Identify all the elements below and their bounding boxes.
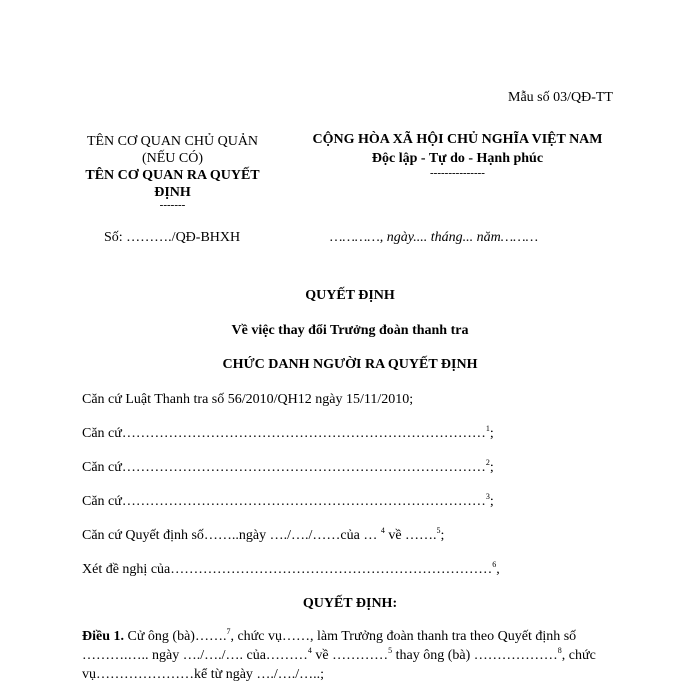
- proposal-line: Xét đề nghị của……………………………………………………………$^6$,: [82, 560, 500, 577]
- right-divider: ---------------: [430, 167, 485, 179]
- decides-heading: QUYẾT ĐỊNH:: [302, 596, 398, 611]
- national-motto: Độc lập - Tự do - Hạnh phúc: [371, 151, 544, 166]
- issuing-agency-name: TÊN CƠ QUAN RA QUYẾT: [85, 168, 260, 183]
- article-1-label: Điều 1.: [82, 629, 124, 644]
- basis-line: Căn cứ Luật Thanh tra số 56/2010/QH12 ngày 15/11/2010;: [82, 392, 414, 407]
- parent-agency-note: (NẾU CÓ): [141, 151, 204, 166]
- article-1: Điều 1. Cử ông (bà)…….$^7$, chức vụ……, làm Trưởng đoàn thanh tra theo Quyết định số ……….….. ngày …./…./…. của………$^4$ về …………$^5$ thay ông (bà) ………………$^8$, chức vụ…………………kể từ ngày …./…./…..;: [82, 627, 596, 682]
- issuing-agency-name-cont: ĐỊNH: [154, 185, 191, 200]
- document-subject: Về việc thay đổi Trưởng đoàn thanh tra: [231, 323, 469, 338]
- basis-line: Căn cứ……………………………………………………………………$^1$;: [82, 424, 494, 441]
- left-divider: -------: [159, 199, 186, 211]
- parent-agency-name: TÊN CƠ QUAN CHỦ QUẢN: [86, 134, 259, 149]
- authority-title: CHỨC DANH NGƯỜI RA QUYẾT ĐỊNH: [222, 357, 478, 372]
- document-number: Số: ………./QĐ-BHXH: [104, 230, 241, 245]
- basis-line: Căn cứ Quyết định số……..ngày …./…./……của … $^4$ về …….$^5$;: [82, 526, 445, 543]
- basis-line: Căn cứ……………………………………………………………………$^2$;: [82, 458, 494, 475]
- basis-line: Căn cứ……………………………………………………………………$^3$;: [82, 492, 494, 509]
- document-date: …………, ngày.... tháng... năm………: [330, 230, 539, 245]
- form-number: Mẫu số 03/QĐ-TT: [508, 90, 613, 105]
- document-title: QUYẾT ĐỊNH: [305, 288, 395, 303]
- national-title: CỘNG HÒA XÃ HỘI CHỦ NGHĨA VIỆT NAM: [312, 132, 603, 147]
